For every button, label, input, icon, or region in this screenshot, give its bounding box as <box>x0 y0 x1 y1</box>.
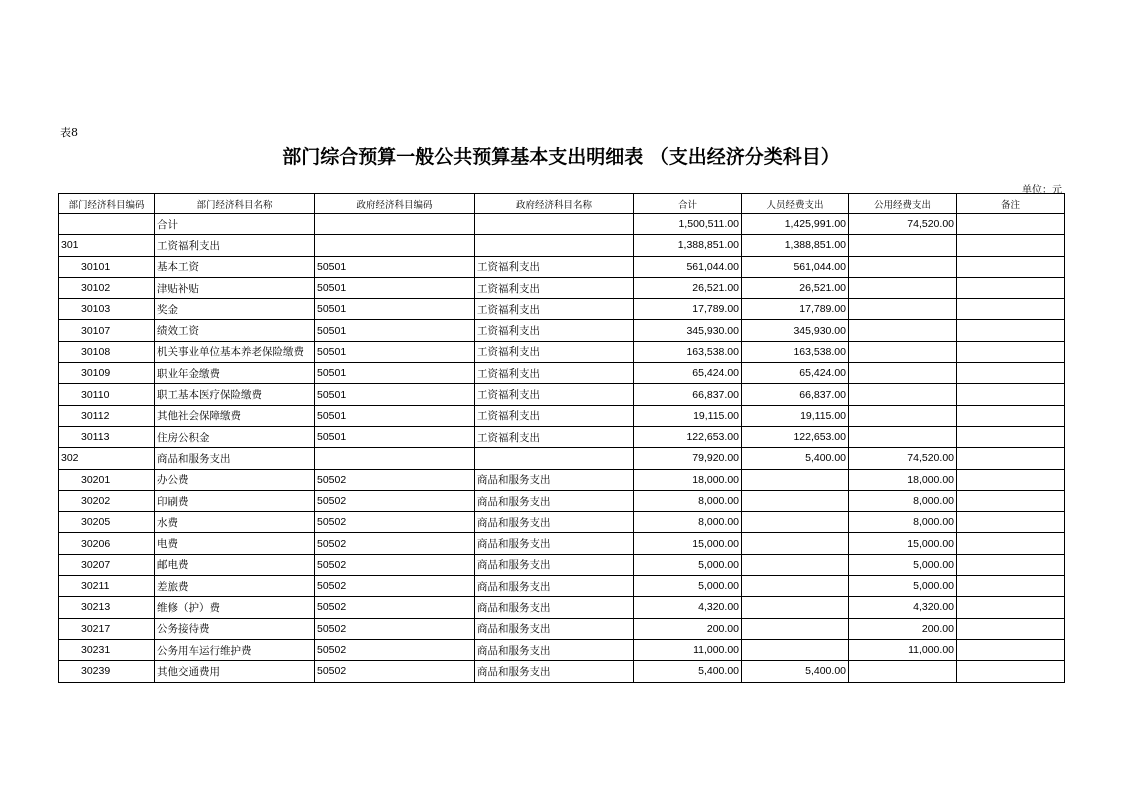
cell-personnel: 5,400.00 <box>742 448 849 469</box>
header-dept-name: 部门经济科目名称 <box>155 194 315 214</box>
cell-note <box>957 448 1065 469</box>
table-row <box>59 363 1065 384</box>
cell-public <box>849 320 957 341</box>
cell-note <box>957 618 1065 639</box>
cell-gov-code <box>315 448 475 469</box>
cell-personnel <box>742 554 849 575</box>
cell-gov-name: 商品和服务支出 <box>475 469 634 490</box>
cell-dept-name: 住房公积金 <box>155 426 315 447</box>
header-public: 公用经费支出 <box>849 194 957 214</box>
cell-dept-name: 邮电费 <box>155 554 315 575</box>
table-row <box>59 341 1065 362</box>
header-total: 合计 <box>634 194 742 214</box>
cell-note <box>957 405 1065 426</box>
cell-dept-code: 30206 <box>59 533 155 554</box>
table-row <box>59 235 1065 256</box>
cell-dept-code: 30201 <box>59 469 155 490</box>
header-row <box>59 194 1065 214</box>
cell-dept-name: 合计 <box>155 214 315 235</box>
cell-gov-name: 商品和服务支出 <box>475 512 634 533</box>
cell-personnel: 1,425,991.00 <box>742 214 849 235</box>
cell-personnel: 1,388,851.00 <box>742 235 849 256</box>
cell-gov-name: 商品和服务支出 <box>475 490 634 511</box>
cell-personnel <box>742 533 849 554</box>
cell-personnel: 26,521.00 <box>742 277 849 298</box>
cell-personnel <box>742 639 849 660</box>
cell-dept-name: 商品和服务支出 <box>155 448 315 469</box>
cell-personnel: 17,789.00 <box>742 299 849 320</box>
cell-dept-code: 30110 <box>59 384 155 405</box>
cell-dept-code <box>59 214 155 235</box>
header-gov-code: 政府经济科目编码 <box>315 194 475 214</box>
cell-note <box>957 639 1065 660</box>
unit-label: 单位：元 <box>1022 185 1062 196</box>
cell-note <box>957 490 1065 511</box>
cell-gov-code: 50502 <box>315 639 475 660</box>
cell-public <box>849 277 957 298</box>
cell-note <box>957 214 1065 235</box>
cell-total: 15,000.00 <box>634 533 742 554</box>
cell-dept-name: 水费 <box>155 512 315 533</box>
cell-note <box>957 341 1065 362</box>
cell-total: 65,424.00 <box>634 363 742 384</box>
cell-note <box>957 384 1065 405</box>
cell-dept-name: 维修（护）费 <box>155 597 315 618</box>
table-body <box>59 214 1065 683</box>
cell-dept-code: 30109 <box>59 363 155 384</box>
cell-public: 4,320.00 <box>849 597 957 618</box>
cell-dept-code: 30239 <box>59 661 155 682</box>
cell-personnel: 5,400.00 <box>742 661 849 682</box>
cell-gov-code: 50501 <box>315 405 475 426</box>
cell-total: 5,400.00 <box>634 661 742 682</box>
cell-total: 8,000.00 <box>634 512 742 533</box>
cell-total: 5,000.00 <box>634 576 742 597</box>
cell-gov-name <box>475 235 634 256</box>
cell-gov-name: 工资福利支出 <box>475 426 634 447</box>
cell-public <box>849 384 957 405</box>
cell-note <box>957 576 1065 597</box>
cell-public <box>849 256 957 277</box>
cell-gov-name: 工资福利支出 <box>475 256 634 277</box>
cell-public <box>849 426 957 447</box>
cell-personnel <box>742 512 849 533</box>
cell-total: 561,044.00 <box>634 256 742 277</box>
cell-total: 19,115.00 <box>634 405 742 426</box>
cell-total: 26,521.00 <box>634 277 742 298</box>
cell-dept-code: 30213 <box>59 597 155 618</box>
cell-public: 5,000.00 <box>849 554 957 575</box>
cell-total: 200.00 <box>634 618 742 639</box>
cell-public <box>849 363 957 384</box>
cell-gov-name: 商品和服务支出 <box>475 661 634 682</box>
cell-public: 11,000.00 <box>849 639 957 660</box>
table-row <box>59 597 1065 618</box>
table-row <box>59 256 1065 277</box>
cell-personnel <box>742 618 849 639</box>
cell-gov-code: 50502 <box>315 490 475 511</box>
cell-public: 8,000.00 <box>849 490 957 511</box>
table-row <box>59 661 1065 682</box>
cell-dept-name: 其他社会保障缴费 <box>155 405 315 426</box>
cell-gov-code: 50501 <box>315 320 475 341</box>
cell-gov-code <box>315 214 475 235</box>
table-row <box>59 448 1065 469</box>
cell-gov-name: 工资福利支出 <box>475 363 634 384</box>
page-title: 部门综合预算一般公共预算基本支出明细表 （支出经济分类科目） <box>282 146 840 168</box>
cell-dept-name: 差旅费 <box>155 576 315 597</box>
cell-dept-code: 30211 <box>59 576 155 597</box>
cell-dept-code: 30112 <box>59 405 155 426</box>
cell-dept-code: 30217 <box>59 618 155 639</box>
table-number: 表8 <box>60 126 78 139</box>
cell-dept-name: 绩效工资 <box>155 320 315 341</box>
cell-dept-code: 302 <box>59 448 155 469</box>
header-gov-name: 政府经济科目名称 <box>475 194 634 214</box>
cell-gov-code: 50501 <box>315 363 475 384</box>
cell-note <box>957 512 1065 533</box>
cell-public: 74,520.00 <box>849 214 957 235</box>
cell-total: 1,500,511.00 <box>634 214 742 235</box>
cell-note <box>957 320 1065 341</box>
cell-gov-code: 50501 <box>315 341 475 362</box>
table-row <box>59 490 1065 511</box>
cell-dept-name: 职工基本医疗保险缴费 <box>155 384 315 405</box>
cell-gov-code: 50502 <box>315 554 475 575</box>
table-row <box>59 320 1065 341</box>
cell-total: 1,388,851.00 <box>634 235 742 256</box>
cell-dept-code: 30202 <box>59 490 155 511</box>
cell-gov-name: 商品和服务支出 <box>475 576 634 597</box>
cell-note <box>957 235 1065 256</box>
cell-gov-name: 商品和服务支出 <box>475 554 634 575</box>
cell-dept-name: 其他交通费用 <box>155 661 315 682</box>
cell-personnel: 345,930.00 <box>742 320 849 341</box>
table-row <box>59 277 1065 298</box>
cell-gov-name: 工资福利支出 <box>475 405 634 426</box>
table-row <box>59 384 1065 405</box>
cell-gov-code: 50502 <box>315 597 475 618</box>
cell-total: 17,789.00 <box>634 299 742 320</box>
cell-public <box>849 405 957 426</box>
cell-note <box>957 597 1065 618</box>
cell-dept-name: 津贴补贴 <box>155 277 315 298</box>
cell-dept-code: 301 <box>59 235 155 256</box>
cell-gov-name: 工资福利支出 <box>475 277 634 298</box>
table-row <box>59 639 1065 660</box>
table-row <box>59 576 1065 597</box>
cell-dept-name: 奖金 <box>155 299 315 320</box>
cell-dept-name: 电费 <box>155 533 315 554</box>
cell-total: 163,538.00 <box>634 341 742 362</box>
cell-total: 11,000.00 <box>634 639 742 660</box>
cell-dept-name: 工资福利支出 <box>155 235 315 256</box>
cell-public: 5,000.00 <box>849 576 957 597</box>
cell-public <box>849 299 957 320</box>
cell-dept-code: 30107 <box>59 320 155 341</box>
cell-gov-name <box>475 214 634 235</box>
cell-gov-code: 50502 <box>315 576 475 597</box>
cell-dept-code: 30102 <box>59 277 155 298</box>
cell-note <box>957 256 1065 277</box>
cell-gov-name: 商品和服务支出 <box>475 533 634 554</box>
cell-personnel <box>742 597 849 618</box>
cell-public: 8,000.00 <box>849 512 957 533</box>
cell-personnel: 66,837.00 <box>742 384 849 405</box>
cell-dept-name: 印刷费 <box>155 490 315 511</box>
table-row <box>59 554 1065 575</box>
cell-personnel <box>742 469 849 490</box>
cell-gov-name: 商品和服务支出 <box>475 639 634 660</box>
cell-note <box>957 661 1065 682</box>
cell-gov-code: 50501 <box>315 384 475 405</box>
cell-gov-code: 50502 <box>315 469 475 490</box>
cell-gov-name <box>475 448 634 469</box>
cell-public: 18,000.00 <box>849 469 957 490</box>
cell-dept-code: 30205 <box>59 512 155 533</box>
table-row <box>59 512 1065 533</box>
cell-personnel: 122,653.00 <box>742 426 849 447</box>
cell-dept-code: 30207 <box>59 554 155 575</box>
cell-note <box>957 469 1065 490</box>
cell-dept-name: 基本工资 <box>155 256 315 277</box>
cell-personnel: 19,115.00 <box>742 405 849 426</box>
cell-gov-name: 工资福利支出 <box>475 299 634 320</box>
cell-total: 4,320.00 <box>634 597 742 618</box>
cell-personnel <box>742 490 849 511</box>
cell-dept-name: 职业年金缴费 <box>155 363 315 384</box>
cell-total: 66,837.00 <box>634 384 742 405</box>
cell-note <box>957 554 1065 575</box>
cell-gov-code: 50501 <box>315 299 475 320</box>
cell-note <box>957 426 1065 447</box>
cell-dept-code: 30113 <box>59 426 155 447</box>
header-note: 备注 <box>957 194 1065 214</box>
cell-gov-code: 50501 <box>315 277 475 298</box>
cell-personnel: 163,538.00 <box>742 341 849 362</box>
cell-total: 5,000.00 <box>634 554 742 575</box>
cell-gov-code: 50501 <box>315 256 475 277</box>
cell-public <box>849 235 957 256</box>
cell-public <box>849 661 957 682</box>
table-row <box>59 618 1065 639</box>
cell-total: 18,000.00 <box>634 469 742 490</box>
cell-total: 8,000.00 <box>634 490 742 511</box>
table-row <box>59 214 1065 235</box>
cell-dept-name: 办公费 <box>155 469 315 490</box>
table-row <box>59 469 1065 490</box>
cell-gov-name: 商品和服务支出 <box>475 597 634 618</box>
cell-gov-code: 50502 <box>315 533 475 554</box>
cell-public: 15,000.00 <box>849 533 957 554</box>
cell-personnel <box>742 576 849 597</box>
cell-gov-code: 50502 <box>315 512 475 533</box>
cell-dept-code: 30108 <box>59 341 155 362</box>
cell-gov-code: 50501 <box>315 426 475 447</box>
cell-dept-code: 30231 <box>59 639 155 660</box>
table-row <box>59 533 1065 554</box>
cell-total: 79,920.00 <box>634 448 742 469</box>
cell-public: 74,520.00 <box>849 448 957 469</box>
cell-dept-name: 机关事业单位基本养老保险缴费 <box>155 341 315 362</box>
cell-gov-code <box>315 235 475 256</box>
cell-gov-name: 商品和服务支出 <box>475 618 634 639</box>
cell-note <box>957 363 1065 384</box>
header-personnel: 人员经费支出 <box>742 194 849 214</box>
cell-gov-code: 50502 <box>315 661 475 682</box>
cell-total: 345,930.00 <box>634 320 742 341</box>
cell-gov-code: 50502 <box>315 618 475 639</box>
cell-gov-name: 工资福利支出 <box>475 320 634 341</box>
cell-dept-code: 30101 <box>59 256 155 277</box>
cell-gov-name: 工资福利支出 <box>475 384 634 405</box>
cell-total: 122,653.00 <box>634 426 742 447</box>
header-dept-code: 部门经济科目编码 <box>59 194 155 214</box>
cell-personnel: 65,424.00 <box>742 363 849 384</box>
table-row <box>59 405 1065 426</box>
cell-personnel: 561,044.00 <box>742 256 849 277</box>
table-row <box>59 426 1065 447</box>
cell-note <box>957 299 1065 320</box>
cell-dept-code: 30103 <box>59 299 155 320</box>
expenditure-table <box>58 193 1065 683</box>
cell-public <box>849 341 957 362</box>
cell-dept-name: 公务用车运行维护费 <box>155 639 315 660</box>
cell-gov-name: 工资福利支出 <box>475 341 634 362</box>
cell-dept-name: 公务接待费 <box>155 618 315 639</box>
cell-note <box>957 533 1065 554</box>
table-row <box>59 299 1065 320</box>
cell-note <box>957 277 1065 298</box>
cell-public: 200.00 <box>849 618 957 639</box>
